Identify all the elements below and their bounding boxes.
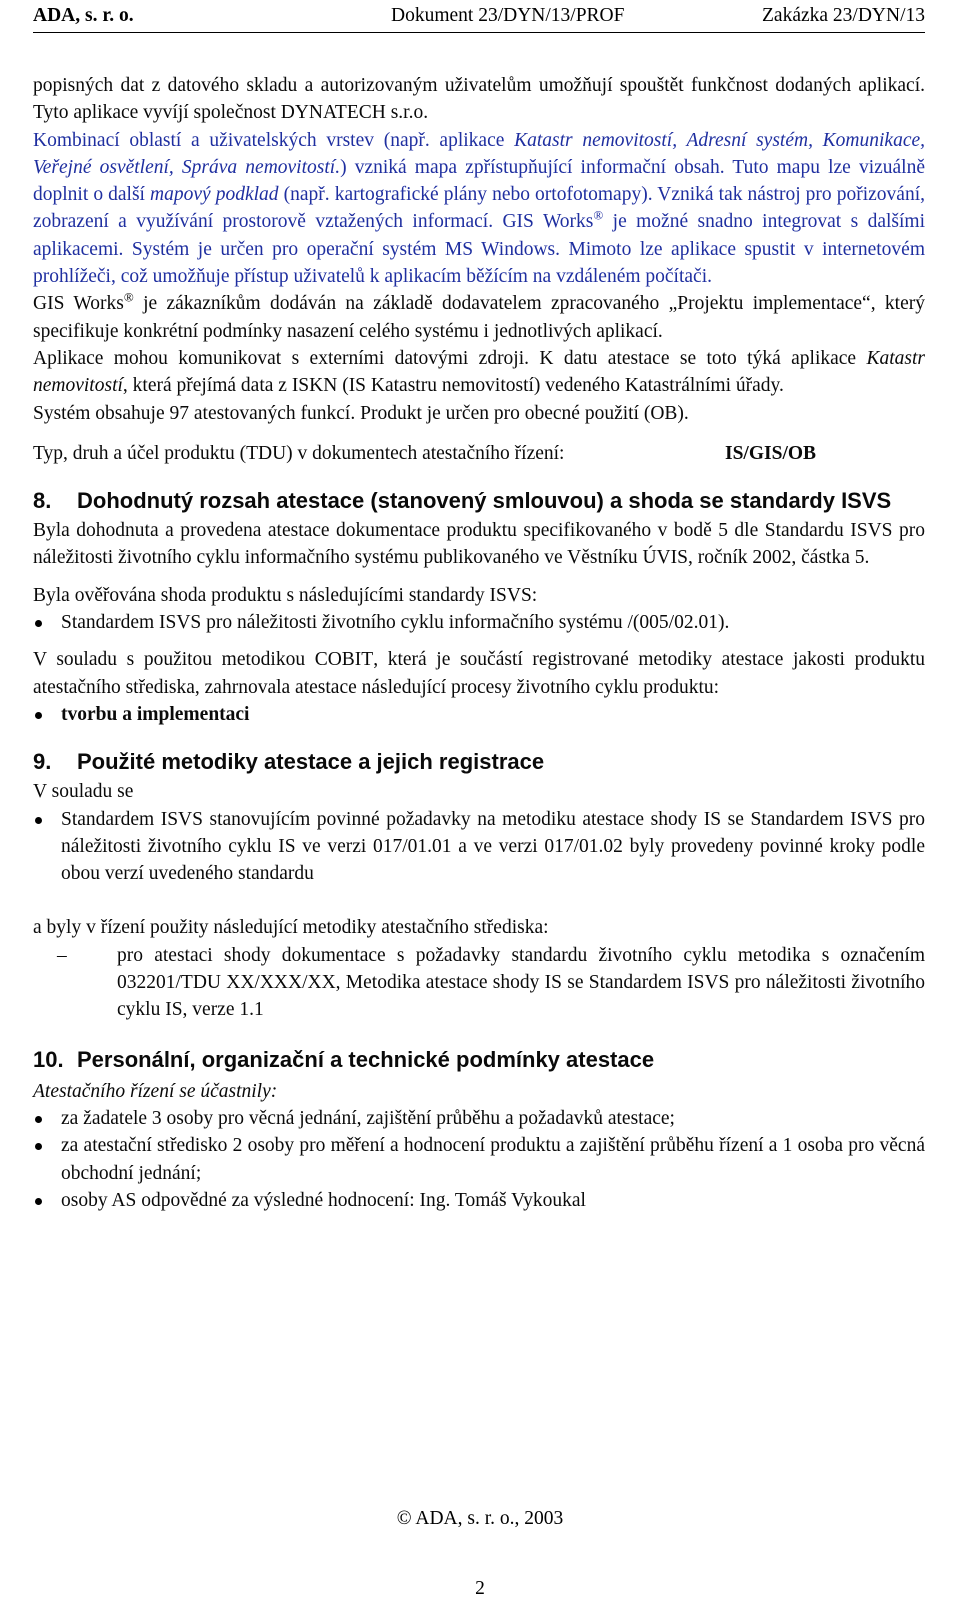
intro-paragraph-3 <box>33 290 925 345</box>
list-item: osoby AS odpovědné za výsledné hodnocení: Ing. Tomáš Vykoukal <box>33 1187 925 1214</box>
section-10-number: 10. <box>33 1046 64 1072</box>
section-8-title: Dohodnutý rozsah atestace (stanovený smlouvou) a shoda se standardy ISVS <box>77 488 892 514</box>
katastr-italic: Katastr nemovitostí <box>33 347 925 397</box>
section-8-paragraph-3 <box>33 646 925 701</box>
registered-mark: ® <box>123 289 134 305</box>
page-number: 2 <box>475 1578 485 1599</box>
text-run: V souladu s použitou metodikou <box>33 649 315 671</box>
intro-paragraph-1: popisných dat z datového skladu a autorizovaným uživatelům umožňují spouštět funkčnost dodaných aplikací. Tyto aplikace vyvíjí společnost DYNATECH s.r.o. <box>33 75 925 124</box>
section-9-paragraph-1: V souladu se <box>33 781 134 803</box>
list-item: za atestační středisko 2 osoby pro měření a hodnocení produktu a zajištění průběhu řízení a 1 osoba pro věcná obchodní jednání; <box>33 1132 925 1187</box>
text-run: (např. kartografické plány nebo ortofotomapy). Vzniká tak nástroj pro pořizování, zobrazení a využívání prostorově vztažených informací. GIS Works <box>33 184 925 233</box>
text-run: Aplikace mohou komunikovat s externími datovými zdroji. K datu atestace se toto týká aplikace <box>33 347 867 369</box>
text-run: , která přejímá data z ISKN (IS Katastru nemovitostí) vedeného Katastrálními úřady. <box>122 375 784 397</box>
section-9-heading <box>33 748 925 776</box>
section-8-number: 8. <box>33 488 52 514</box>
list-item: – pro atestaci shody dokumentace s požadavky standardu životního cyklu metodika s označením 032201/TDU XX/XXX/XX, Metodika atestace shody IS se Standardem ISVS pro náležitosti životního cyklu IS, verze 1.1 <box>33 942 925 1024</box>
section-10-heading <box>33 1046 925 1074</box>
section-10-participants-list <box>33 1105 925 1214</box>
participants-subtitle: Atestačního řízení se účastnily: <box>33 1080 278 1102</box>
text-run: Kombinací oblastí a uživatelských vrstev (např. aplikace <box>33 129 515 151</box>
map-base-italic: mapový podklad <box>150 184 279 206</box>
text-run: GIS Works <box>33 293 124 315</box>
intro-paragraph-2 <box>33 127 925 291</box>
section-10-subtitle <box>33 1078 925 1105</box>
page-content <box>33 72 925 1214</box>
text-run: je zákazníkům dodáván na základě dodavatelem zpracovaného „Projektu implementace“, který specifikuje konkrétní podmínky nasazení celého systému i jednotlivých aplikací. <box>33 293 925 342</box>
text-run: je možné snadno integrovat s dalšími aplikacemi. Systém je určen pro operační systém MS Windows. Mimoto lze aplikace spustit v internetovém prohlížeči, což umožňuje přístup uživatelů k aplikacím běžícím na vzdáleném počítači. <box>33 211 925 288</box>
section-8-paragraph-2: Byla ověřována shoda produktu s následujícími standardy ISVS: <box>33 584 538 606</box>
product-type-line <box>33 440 925 467</box>
apps-list-italic: Katastr nemovitostí, Adresní systém, Komunikace, Veřejné osvětlení, Správa nemovitostí. <box>33 129 926 178</box>
section-8-paragraph-1: Byla dohodnuta a provedena atestace dokumentace produktu specifikovaného v bodě 5 dle Standardu ISVS pro náležitosti životního cyklu informačního systému publikovaného ve Věstníku ÚVIS, ročník 2002, částka 5. <box>33 520 925 569</box>
section-8-heading <box>33 487 925 515</box>
cobit-initial: C <box>314 649 328 671</box>
list-item: Standardem ISVS stanovujícím povinné požadavky na metodiku atestace shody IS se Standardem ISVS pro náležitosti životního cyklu IS ve verzi 017/01.01 a ve verzi 017/01.02 byly provedeny povinné kroky podle obou verzí uvedeného standardu <box>33 806 925 888</box>
section-10-title: Personální, organizační a technické podmínky atestace <box>77 1046 655 1072</box>
footer-copyright: © ADA, s. r. o., 2003 <box>396 1508 564 1529</box>
section-9-standards-list <box>33 806 925 888</box>
intro-paragraph-4 <box>33 345 925 400</box>
text-run: , která je součástí registrované metodiky atestace jakosti produktu atestačního střediska, zahrnovala atestace následující procesy životního cyklu produktu: <box>33 649 925 698</box>
section-9-methodology-list <box>33 942 925 1024</box>
text-run: ) vzniká mapa zpřístupňující informační obsah. Tuto mapu lze vizuálně doplnit o další <box>33 156 925 206</box>
running-header <box>33 2 925 33</box>
section-8-standards-list <box>33 609 925 636</box>
section-9-paragraph-2: a byly v řízení použity následující metodiky atestačního střediska: <box>33 917 549 939</box>
list-item: tvorbu a implementaci <box>33 701 925 728</box>
section-9-title: Použité metodiky atestace a jejich registrace <box>77 749 545 775</box>
section-8-process-list <box>33 701 925 728</box>
header-order-id: Zakázka 23/DYN/13 <box>762 5 925 26</box>
product-type-value: IS/GIS/OB <box>725 442 817 464</box>
list-item: Standardem ISVS pro náležitosti životního cyklu informačního systému /(005/02.01). <box>33 609 925 636</box>
list-item: za žadatele 3 osoby pro věcná jednání, zajištění průběhu a požadavků atestace; <box>33 1105 925 1132</box>
header-company: ADA, s. r. o. <box>33 5 134 26</box>
product-type-label: Typ, druh a účel produktu (TDU) v dokumentech atestačního řízení: <box>33 442 565 464</box>
cobit-rest: OBIT <box>327 649 374 671</box>
registered-mark: ® <box>593 207 604 223</box>
section-9-number: 9. <box>33 749 52 775</box>
intro-paragraph-5: Systém obsahuje 97 atestovaných funkcí. Produkt je určen pro obecné použití (OB). <box>33 402 689 424</box>
header-document-id: Dokument 23/DYN/13/PROF <box>391 5 625 26</box>
